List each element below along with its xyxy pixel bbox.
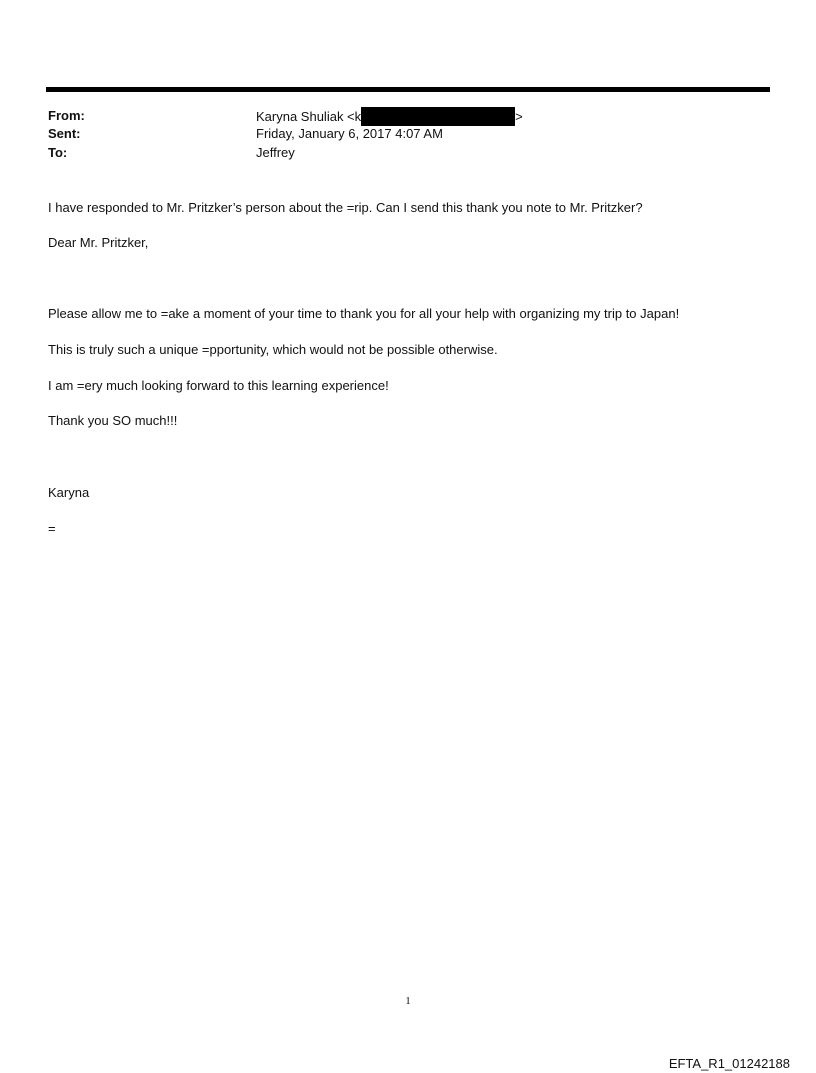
page-number: 1 — [405, 995, 411, 1007]
sent-value: Friday, January 6, 2017 4:07 AM — [256, 126, 443, 141]
from-name: Karyna Shuliak <k — [256, 109, 362, 124]
salutation: Dear Mr. Pritzker, — [48, 235, 149, 250]
to-value: Jeffrey — [256, 145, 295, 160]
paragraph-4: Thank you SO much!!! — [48, 413, 178, 428]
paragraph-1: Please allow me to =ake a moment of your time to thank you for all your help with organizing my trip to Japan! — [48, 306, 680, 321]
paragraph-2: This is truly such a unique =pportunity, which would not be possible otherwise. — [48, 342, 498, 357]
paragraph-3: I am =ery much looking forward to this learning experience! — [48, 378, 389, 393]
document-id: EFTA_R1_01242188 — [668, 1056, 790, 1071]
from-tail: > — [515, 109, 523, 124]
from-label: From: — [48, 108, 85, 123]
signature: Karyna — [48, 485, 90, 500]
sent-label: Sent: — [48, 126, 81, 141]
from-value — [256, 107, 523, 126]
header-divider — [46, 87, 770, 92]
to-label: To: — [48, 145, 68, 160]
intro-line: I have responded to Mr. Pritzker’s person about the =rip. Can I send this thank you note to Mr. Pritzker? — [48, 200, 643, 215]
trailer: = — [48, 521, 56, 536]
redaction-box — [361, 107, 515, 126]
